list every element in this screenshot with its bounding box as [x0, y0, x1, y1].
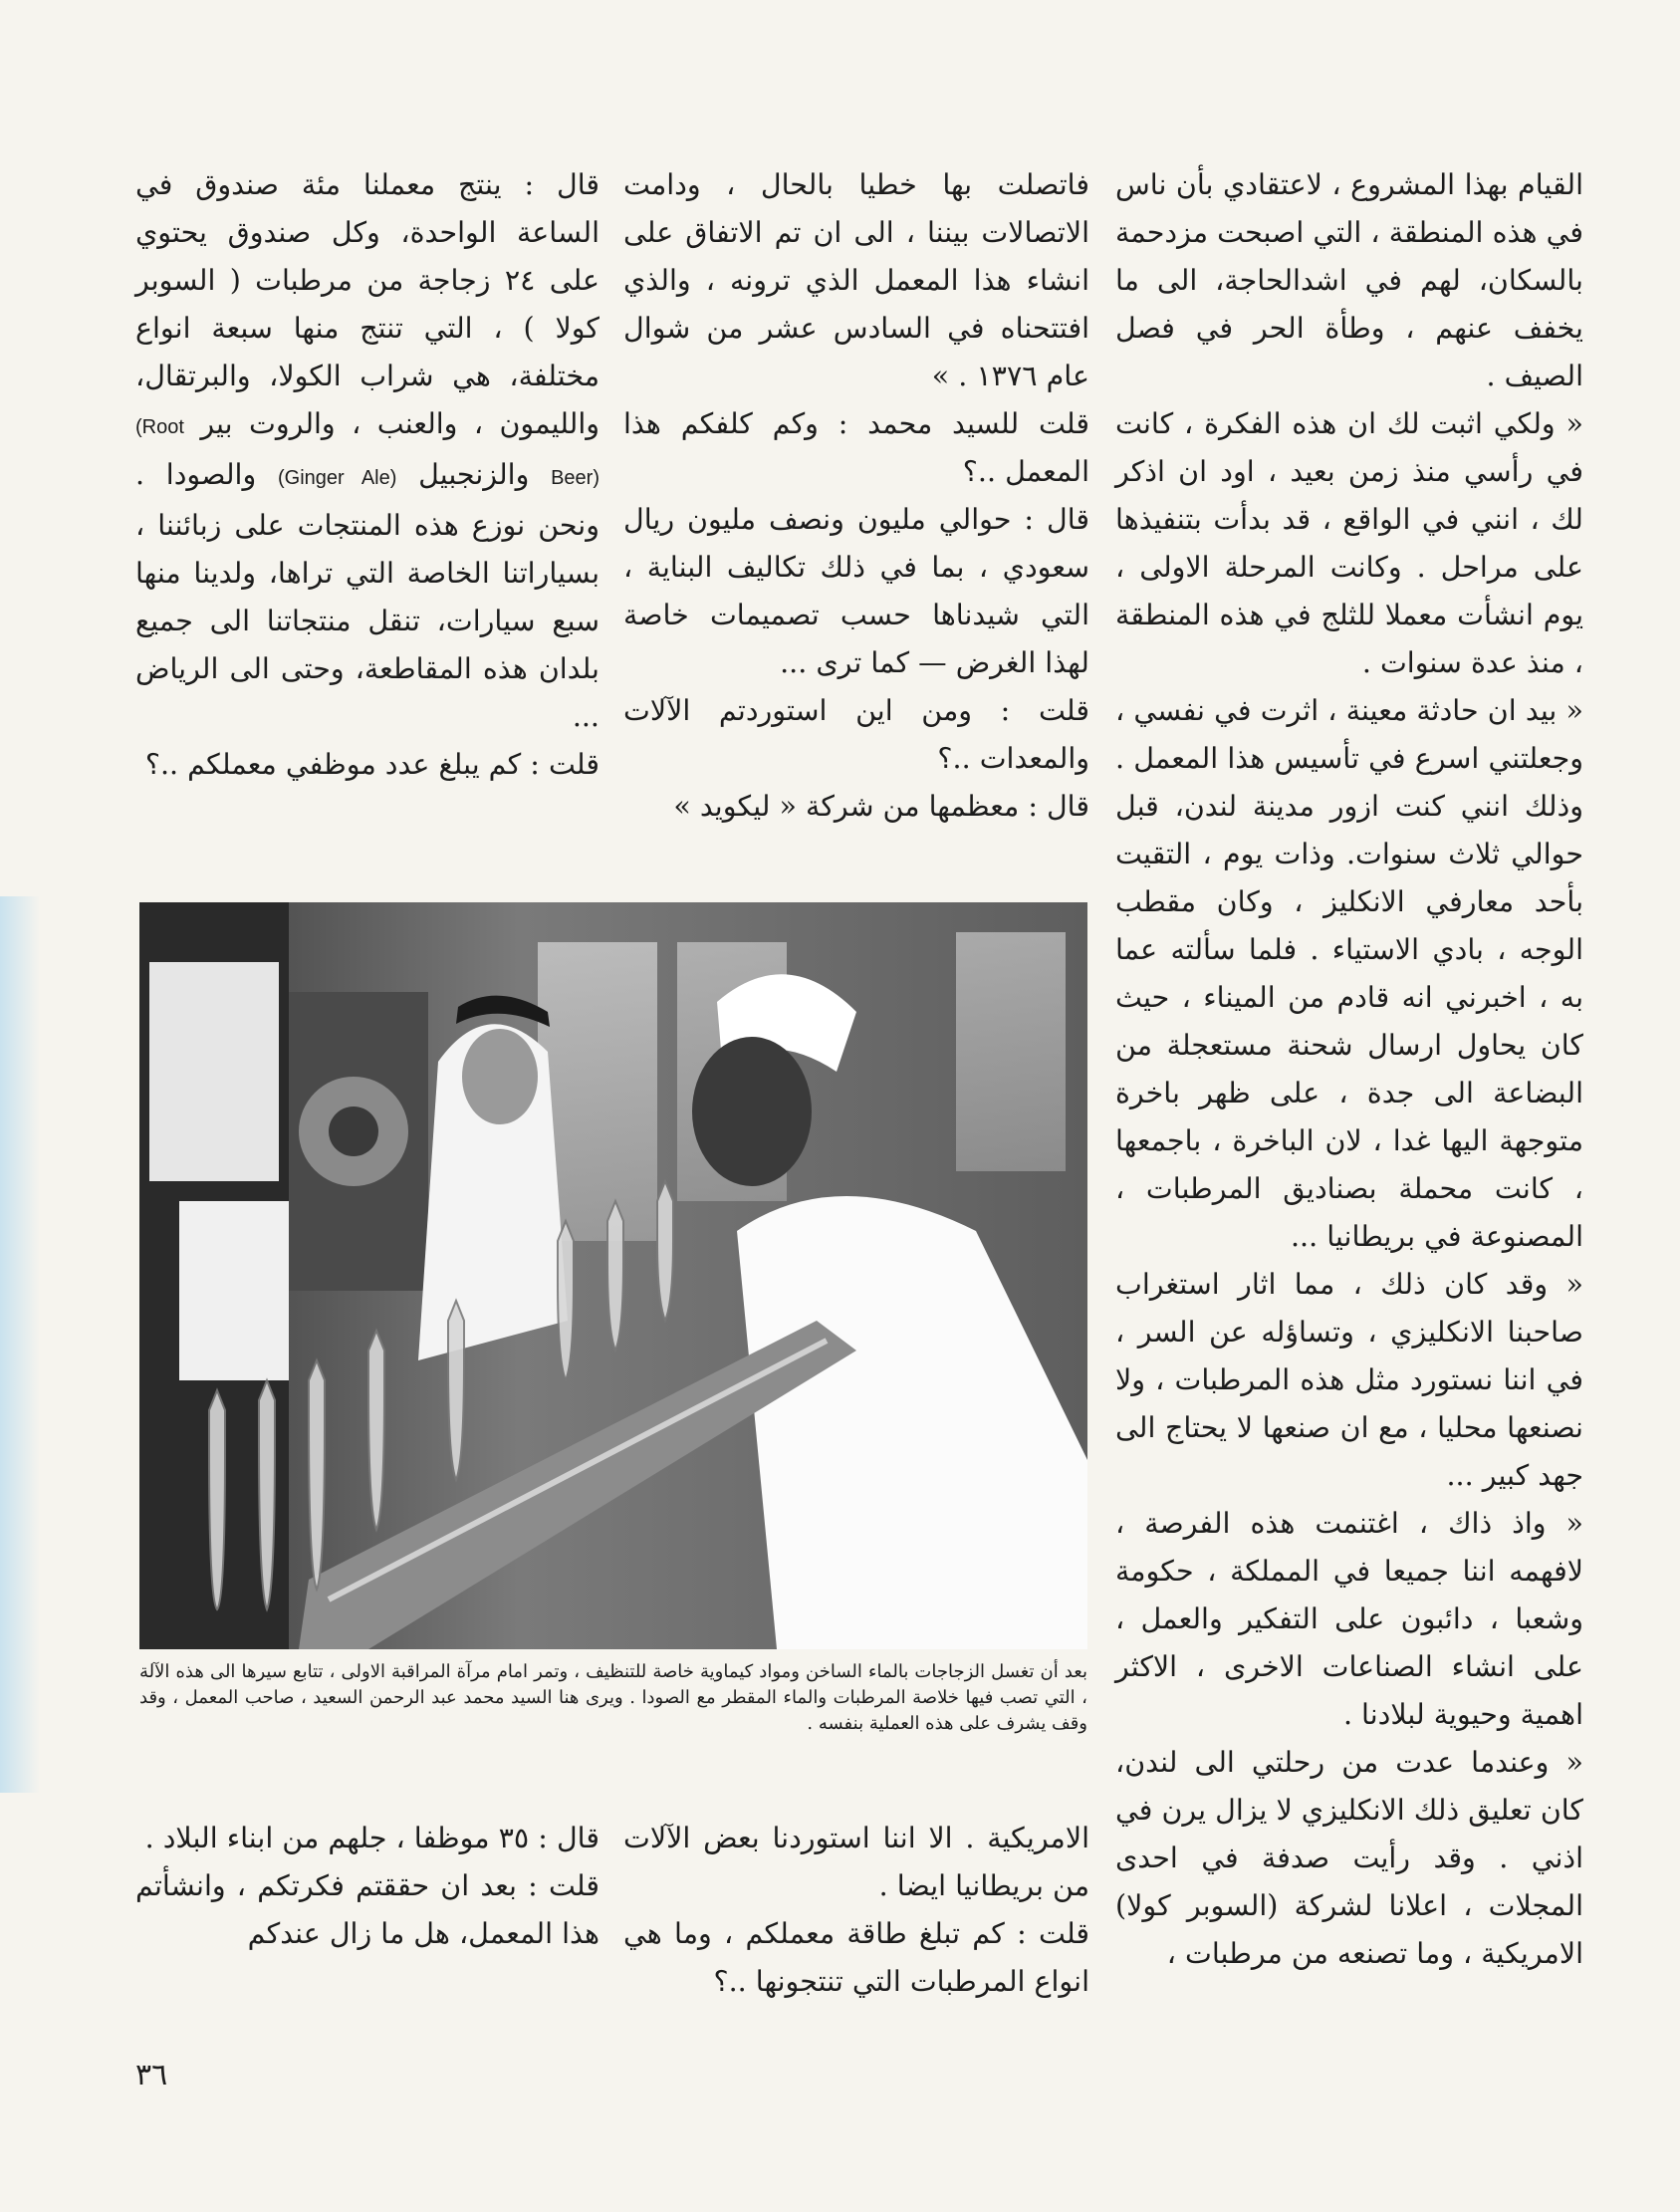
column-middle-bottom: [623, 1815, 1089, 2006]
column-left-bottom: [135, 1815, 600, 1958]
text-segment-2: والزنجبيل: [396, 458, 552, 491]
column-right-top: [1115, 161, 1583, 1978]
photo-illustration: [139, 902, 1087, 1649]
factory-photo: [139, 902, 1087, 1649]
photo-caption: بعد أن تغسل الزجاجات بالماء الساخن ومواد كيماوية خاصة للتنظيف ، وتمر امام مرآة المراقبة الاولى ، تتابع سيرها الى هذه الآلة ، التي تصب فيها خلاصة المرطبات والماء المقطر مع الصودا . ويرى هنا السيد محمد عبد الرحمن السعيد ، صاحب المعمل ، وقد وقف يشرف على هذه العملية بنفسه .: [139, 1661, 1087, 1734]
page-edge-tint: [0, 896, 40, 1793]
root-beer-label: (Root Beer): [135, 416, 600, 489]
page-number: ٣٦: [135, 2058, 168, 2092]
article-text-right: القيام بهذا المشروع ، لاعتقادي بأن ناس في هذه المنطقة ، التي اصبحت مزدحمة بالسكان، لهم في اشدالحاجة، الى ما يخفف عنهم ، وطأة الحر في فصل الصيف . « ولكي اثبت لك ان هذه الفكرة ، كانت في رأسي منذ زمن بعيد ، اود ان اذكر لك ، انني في الواقع ، قد بدأت بتنفيذها على مراحل . وكانت المرحلة الاولى ، يوم انشأت معملا للثلج في هذه المنطقة ، منذ عدة سنوات . « بيد ان حادثة معينة ، اثرت في نفسي ، وجعلتني اسرع في تأسيس هذا المعمل . وذلك انني كنت ازور مدينة لندن، قبل حوالي ثلاث سنوات. وذات يوم ، التقيت بأحد معارفي الانكليز ، وكان مقطب الوجه ، بادي الاستياء . فلما سألته عما به ، اخبرني انه قادم من الميناء ، حيث كان يحاول ارسال شحنة مستعجلة من البضاعة الى جدة ، على ظهر باخرة متوجهة اليها غدا ، لان الباخرة ، باجمعها ، كانت محملة بصناديق المرطبات ، المصنوعة في بريطانيا ... « وقد كان ذلك ، مما اثار استغراب صاحبنا الانكليزي ، وتساؤله عن السر ، في اننا نستورد مثل هذه المرطبات ، ولا نصنعها محليا ، مع ان صنعها لا يحتاج الى جهد كبير ... « واذ ذاك ، اغتنمت هذه الفرصة ، لافهمه اننا جميعا في المملكة ، حكومة وشعبا ، دائبون على التفكير والعمل ، على انشاء الصناعات الاخرى ، الاكثر اهمية وحيوية لبلادنا . « وعندما عدت من رحلتي الى لندن، كان تعليق ذلك الانكليزي لا يزال يرن في اذني . وقد رأيت صدفة في احدى المجلات ، اعلانا لشركة (السوبر كولا) الامريكية ، وما تصنعه من مرطبات ،: [1115, 168, 1583, 1970]
article-text-left-bottom: قال : ٣٥ موظفا ، جلهم من ابناء البلاد . قلت : بعد ان حققتم فكرتكم ، وانشأتم هذا المعمل، هل ما زال عندكم: [135, 1822, 600, 1950]
text-segment-3: والصودا . ونحن نوزع هذه المنتجات على زبائننا ، بسياراتنا الخاصة التي تراها، ولدينا منها سبع سيارات، تنقل منتجاتنا الى جميع بلدان هذه المقاطعة، وحتى الى الرياض ... قلت : كم يبلغ عدد موظفي معملكم ..؟: [135, 458, 600, 781]
article-text-middle: فاتصلت بها خطيا بالحال ، ودامت الاتصالات بيننا ، الى ان تم الاتفاق على انشاء هذا المعمل الذي ترونه ، والذي افتتحناه في السادس عشر من شوال عام ١٣٧٦ . » قلت للسيد محمد : وكم كلفكم هذا المعمل ..؟ قال : حوالي مليون ونصف مليون ريال سعودي ، بما في ذلك تكاليف البناية ، التي شيدناها حسب تصميمات خاصة لهذا الغرض — كما ترى ... قلت : ومن اين استوردتم الآلات والمعدات ..؟ قال : معظمها من شركة « ليكويد »: [623, 168, 1089, 823]
text-segment-1: قال : ينتج معملنا مئة صندوق في الساعة الواحدة، وكل صندوق يحتوي على ٢٤ زجاجة من مرطبات ( السوبر كولا ) ، التي تنتج منها سبعة انواع مختلفة، هي شراب الكولا، والبرتقال، والليمون ، والعنب ، والروت بير: [135, 168, 600, 440]
ginger-ale-label: (Ginger Ale): [277, 467, 397, 489]
column-middle-top: [623, 161, 1089, 831]
article-text-left: [135, 161, 600, 789]
column-left-top: [135, 161, 600, 789]
article-text-middle-bottom: الامريكية . الا اننا استوردنا بعض الآلات من بريطانيا ايضا . قلت : كم تبلغ طاقة معملكم ، وما هي انواع المرطبات التي تنتجونها ..؟: [623, 1822, 1089, 1998]
